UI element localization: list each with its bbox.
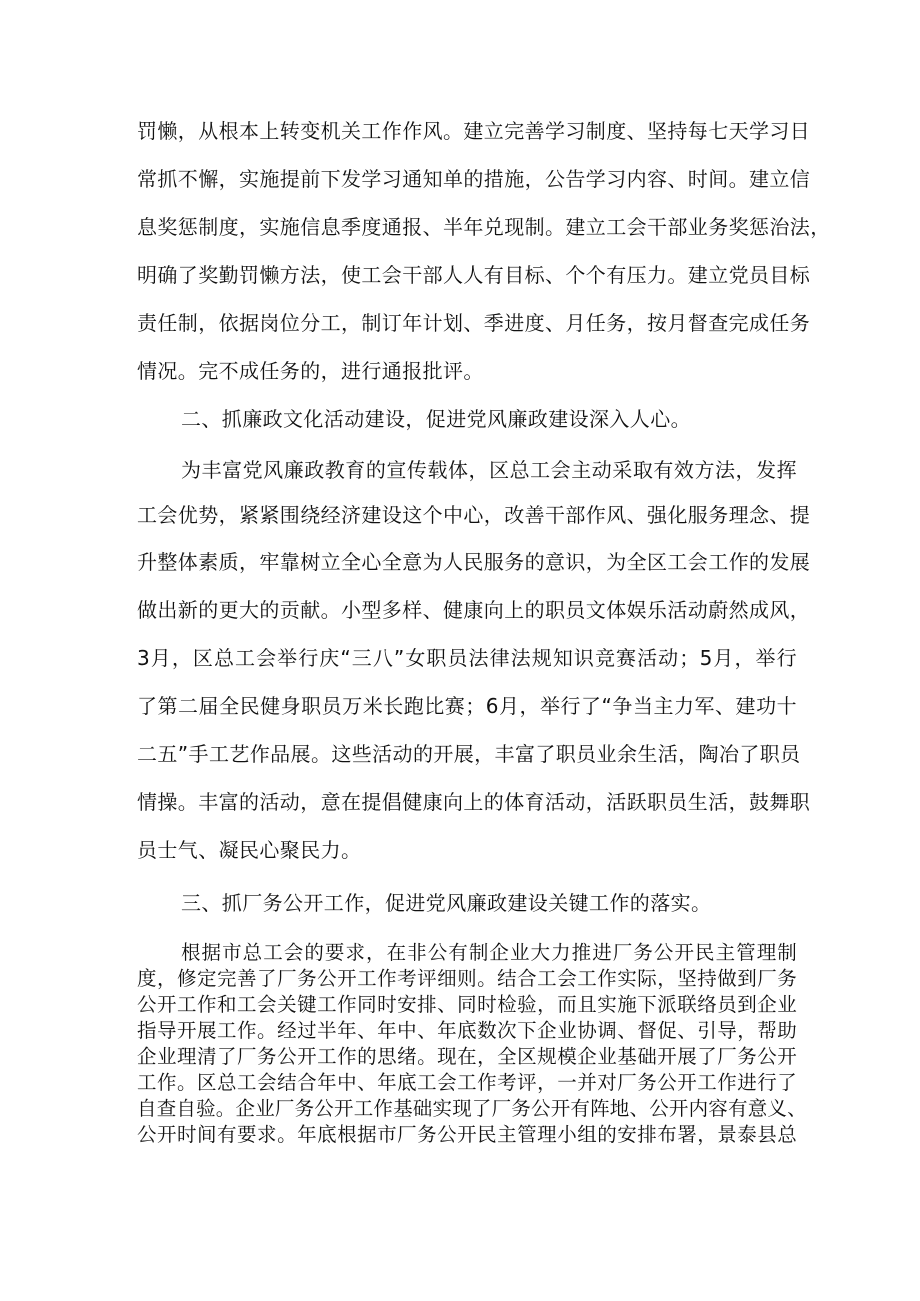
paragraph-line: 了第二届全民健身职员万米长跑比赛；6月，举行了“争当主力军、建功十 xyxy=(137,694,797,718)
paragraph-line: 3月，区总工会举行庆“三八”女职员法律法规知识竞赛活动；5月，举行 xyxy=(137,646,797,670)
paragraph-line: 自查自验。企业厂务公开工作基础实现了厂务公开有阵地、公开内容有意义、 xyxy=(137,1097,807,1120)
paragraph-line: 做出新的更大的贡献。小型多样、健康向上的职员文体娱乐活动蔚然成风， xyxy=(137,598,811,622)
paragraph-line: 常抓不懈，实施提前下发学习通知单的措施，公告学习内容、时间。建立信 xyxy=(137,167,811,191)
paragraph-line: 二五”手工艺作品展。这些活动的开展，丰富了职员业余生活，陶冶了职员 xyxy=(137,742,801,766)
paragraph-line: 为丰富党风廉政教育的宣传载体，区总工会主动采取有效方法，发挥 xyxy=(181,458,797,482)
paragraph-line: 工作。区总工会结合年中、年底工会工作考评，一并对厂务公开工作进行了 xyxy=(137,1071,797,1094)
paragraph-line: 度，修定完善了厂务公开工作考评细则。结合工会工作实际，坚持做到厂务 xyxy=(137,967,797,990)
paragraph-line: 息奖惩制度，实施信息季度通报、半年兑现制。建立工会干部业务奖惩治法， xyxy=(137,215,831,239)
paragraph-line: 工会优势，紧紧围绕经济建设这个中心，改善干部作风、强化服务理念、提 xyxy=(137,503,811,527)
paragraph-line: 明确了奖勤罚懒方法，使工会干部人人有目标、个个有压力。建立党员目标 xyxy=(137,263,811,287)
paragraph-line: 情操。丰富的活动，意在提倡健康向上的体育活动，活跃职员生活，鼓舞职 xyxy=(137,790,811,814)
paragraph-line: 公开工作和工会关键工作同时安排、同时检验，而且实施下派联络员到企业 xyxy=(137,993,797,1016)
paragraph-line: 升整体素质，牢靠树立全心全意为人民服务的意识，为全区工会工作的发展 xyxy=(137,550,811,574)
paragraph-line: 责任制，依据岗位分工，制订年计划、季进度、月任务，按月督查完成任务 xyxy=(137,311,811,335)
paragraph-line: 企业理清了厂务公开工作的思绪。现在，全区规模企业基础开展了厂务公开 xyxy=(137,1045,797,1068)
paragraph-line: 罚懒，从根本上转变机关工作作风。建立完善学习制度、坚持每七天学习日 xyxy=(137,119,811,143)
paragraph-line: 员士气、凝民心聚民力。 xyxy=(137,838,362,862)
paragraph-line: 情况。完不成任务的，进行通报批评。 xyxy=(137,359,484,383)
section-heading-2: 二、抓廉政文化活动建设，促进党风廉政建设深入人心。 xyxy=(181,407,691,431)
paragraph-line: 指导开展工作。经过半年、年中、年底数次下企业协调、督促、引导，帮助 xyxy=(137,1019,797,1042)
paragraph-line: 根据市总工会的要求，在非公有制企业大力推进厂务公开民主管理制 xyxy=(181,941,797,964)
paragraph-line: 公开时间有要求。年底根据市厂务公开民主管理小组的安排布署，景泰县总 xyxy=(137,1123,797,1146)
section-heading-3: 三、抓厂务公开工作，促进党风廉政建设关键工作的落实。 xyxy=(181,891,712,915)
